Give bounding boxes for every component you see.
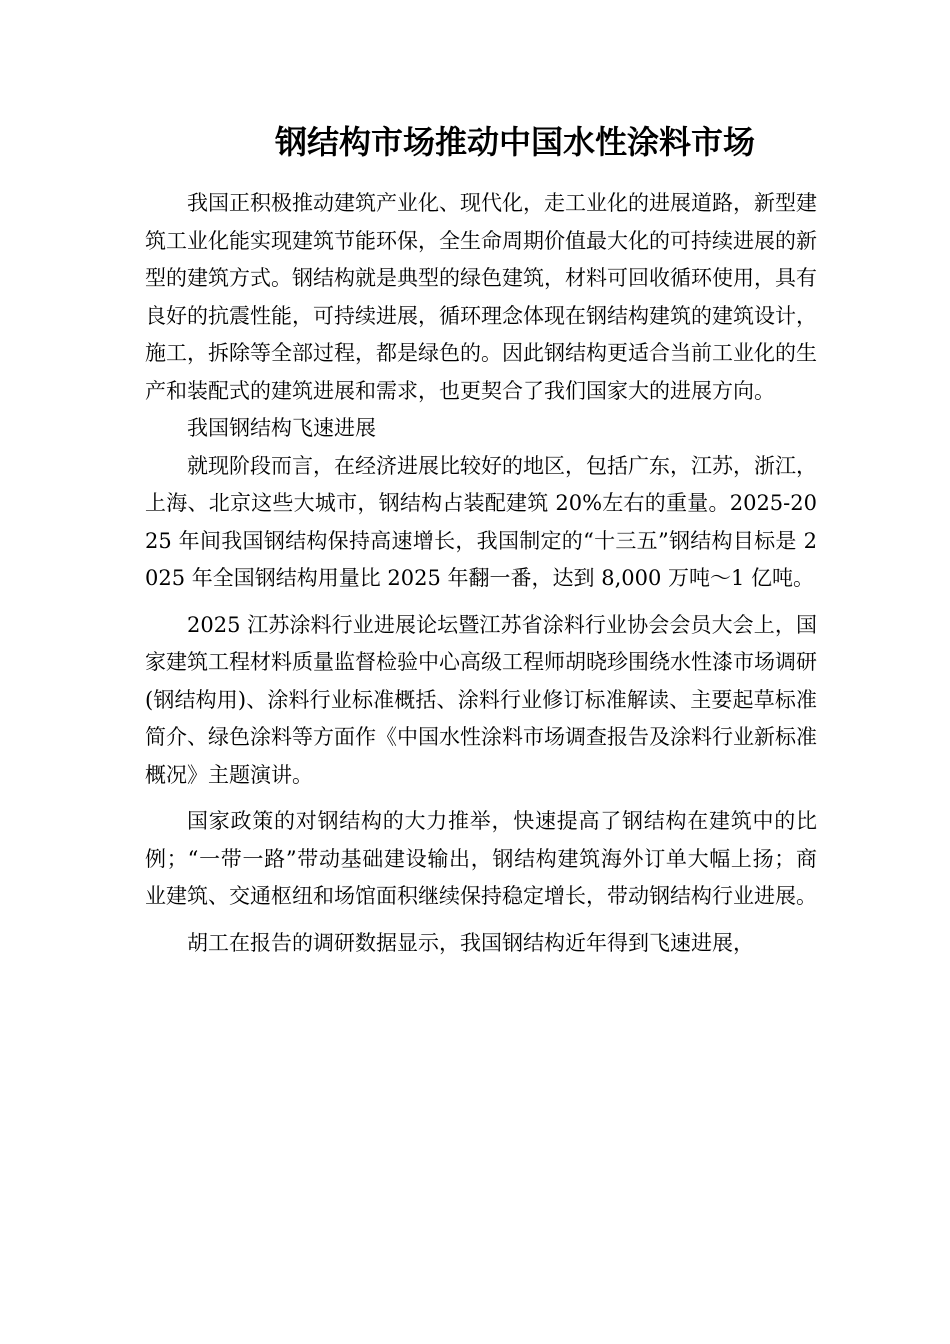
section-heading: 我国钢结构飞速进展	[187, 416, 376, 440]
paragraph-forum: 2025 江苏涂料行业进展论坛暨江苏省涂料行业协会会员大会上，国家建筑工程材料质量监督检验中心高级工程师胡晓珍围绕水性漆市场调研(钢结构用)、涂料行业标准概括、涂料行业修订标准解读、主要起草标准简介、绿色涂料等方面作《中国水性涂料市场调查报告及涂料行业新标准概况》主题演讲。	[145, 612, 817, 787]
paragraph-regional: 就现阶段而言，在经济进展比较好的地区，包括广东，江苏，浙江，上海、北京这些大城市，钢结构占装配建筑 20%左右的重量。2025-2025 年间我国钢结构保持高速增长，我国制定的“十三五”钢结构目标是 2025 年全国钢结构用量比 2025 年翻一番，达到 8,000 万吨～1 亿吨。	[145, 453, 817, 590]
paragraph-survey: 胡工在报告的调研数据显示，我国钢结构近年得到飞速进展，	[187, 930, 754, 955]
paragraph-intro: 我国正积极推动建筑产业化、现代化，走工业化的进展道路，新型建筑工业化能实现建筑节能环保，全生命周期价值最大化的可持续进展的新型的建筑方式。钢结构就是典型的绿色建筑，材料可回收循环使用，具有良好的抗震性能，可持续进展，循环理念体现在钢结构建筑的建筑设计，施工，拆除等全部过程，都是绿色的。因此钢结构更适合当前工业化的生产和装配式的建筑进展和需求，也更契合了我们国家大的进展方向。	[145, 191, 817, 403]
document-body	[145, 185, 817, 962]
document-title: 钢结构市场推动中国水性涂料市场	[274, 123, 755, 161]
paragraph-policy: 国家政策的对钢结构的大力推举，快速提高了钢结构在建筑中的比例；“一带一路”带动基础建设输出，钢结构建筑海外订单大幅上扬；商业建筑、交通枢纽和场馆面积继续保持稳定增长，带动钢结构行业进展。	[145, 809, 817, 908]
